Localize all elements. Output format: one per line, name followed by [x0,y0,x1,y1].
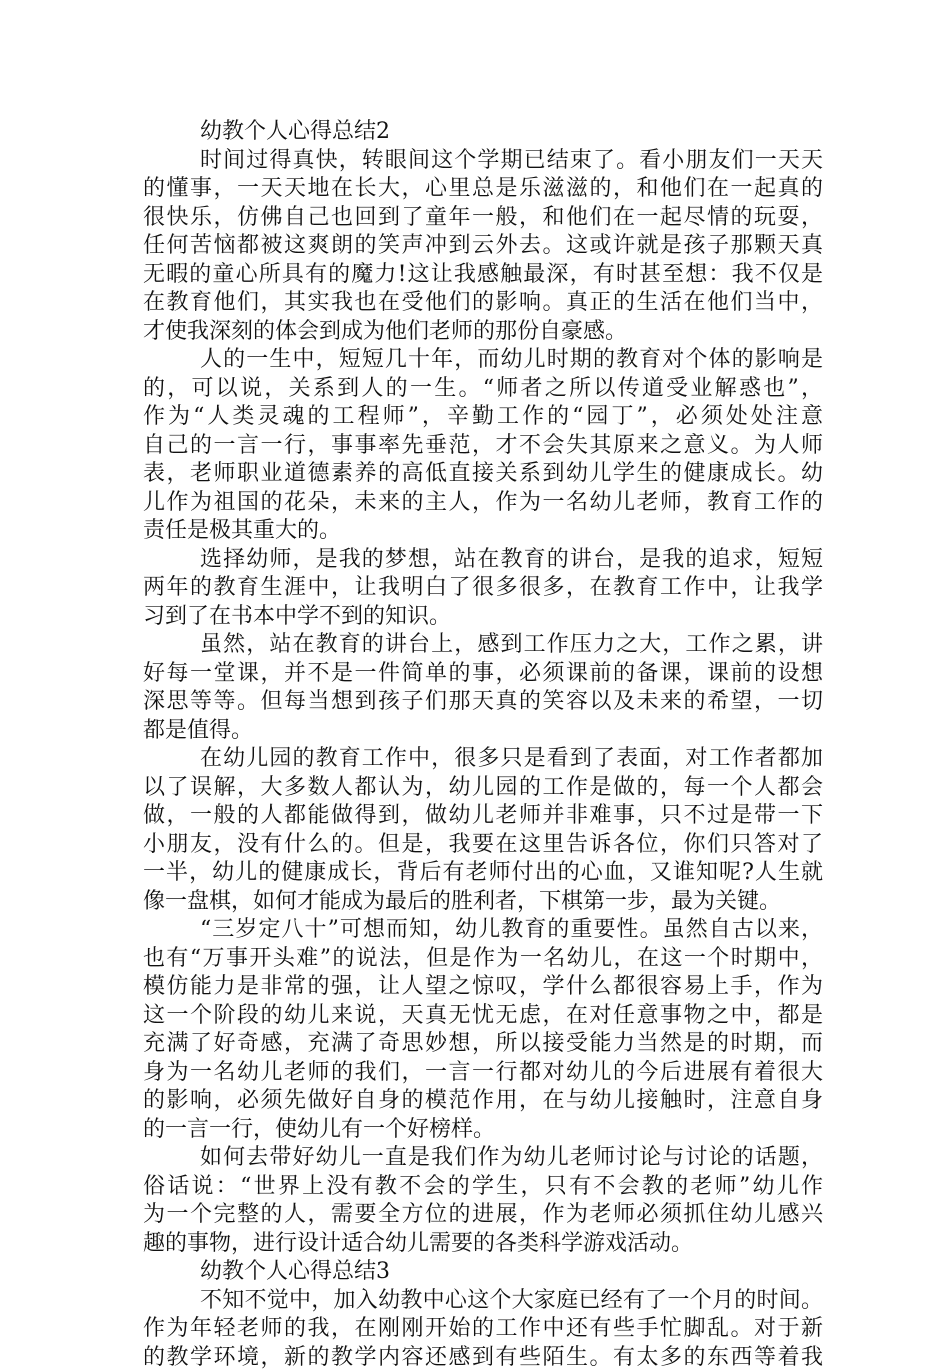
paragraph-line: 好每一堂课，并不是一件简单的事，必须课前的备课，课前的设想 [143,660,823,689]
paragraph-line: 小朋友，没有什么的。但是，我要在这里告诉各位，你们只答对了 [143,831,823,860]
paragraph-line: 作为年轻老师的我，在刚刚开始的工作中还有些手忙脚乱。对于新 [143,1315,823,1344]
paragraph-line: 做，一般的人都能做得到，做幼儿老师并非难事，只不过是带一下 [143,802,823,831]
paragraph-line: 身为一名幼儿老师的我们，一言一行都对幼儿的今后进展有着很大 [143,1059,823,1088]
paragraph-line: 两年的教育生涯中，让我明白了很多很多，在教育工作中，让我学 [143,574,823,603]
paragraph-line: 的一言一行，使幼儿有一个好榜样。 [143,1116,823,1145]
paragraph-line: 如何去带好幼儿一直是我们作为幼儿老师讨论与讨论的话题， [143,1144,823,1173]
paragraph-line: 在教育他们，其实我也在受他们的影响。真正的生活在他们当中， [143,289,823,318]
paragraph-line: 人的一生中，短短几十年，而幼儿时期的教育对个体的影响是 [143,346,823,375]
paragraph-line: 为一个完整的人，需要全方位的进展，作为老师必须抓住幼儿感兴 [143,1201,823,1230]
paragraph-line: 的，可以说，关系到人的一生。“师者之所以传道受业解惑也”， [143,375,823,404]
paragraph-line: 表，老师职业道德素养的高低直接关系到幼儿学生的健康成长。幼 [143,460,823,489]
paragraph-line: 作为“人类灵魂的工程师”，辛勤工作的“园丁”，必须处处注意 [143,403,823,432]
section-heading: 幼教个人心得总结2 [143,118,823,147]
document-page [143,118,823,1372]
paragraph-line: 也有“万事开头难”的说法，但是作为一名幼儿，在这一个时期中， [143,945,823,974]
paragraph-line: 选择幼师，是我的梦想，站在教育的讲台，是我的追求，短短 [143,546,823,575]
paragraph-line: 都是值得。 [143,717,823,746]
paragraph-line: 趣的事物，进行设计适合幼儿需要的各类科学游戏活动。 [143,1230,823,1259]
paragraph-line: 任何苦恼都被这爽朗的笑声冲到云外去。这或许就是孩子那颗天真 [143,232,823,261]
paragraph-line: 很快乐，仿佛自己也回到了童年一般，和他们在一起尽情的玩耍， [143,204,823,233]
paragraph-line: 责任是极其重大的。 [143,517,823,546]
paragraph-line: 以了误解，大多数人都认为，幼儿园的工作是做的，每一个人都会 [143,774,823,803]
paragraph-line: 在幼儿园的教育工作中，很多只是看到了表面，对工作者都加 [143,745,823,774]
paragraph-line: 深思等等。但每当想到孩子们那天真的笑容以及未来的希望，一切 [143,688,823,717]
paragraph-line: 一半，幼儿的健康成长，背后有老师付出的心血，又谁知呢?人生就 [143,859,823,888]
paragraph-line: 的影响，必须先做好自身的模范作用，在与幼儿接触时，注意自身 [143,1087,823,1116]
paragraph-line: 模仿能力是非常的强，让人望之惊叹，学什么都很容易上手，作为 [143,973,823,1002]
paragraph-line: 充满了好奇感，充满了奇思妙想，所以接受能力当然是的时期，而 [143,1030,823,1059]
paragraph-line: 俗话说：“世界上没有教不会的学生，只有不会教的老师”幼儿作 [143,1173,823,1202]
paragraph-line: 才使我深刻的体会到成为他们老师的那份自豪感。 [143,318,823,347]
paragraph-line: 的懂事，一天天地在长大，心里总是乐滋滋的，和他们在一起真的 [143,175,823,204]
paragraph-line: 虽然，站在教育的讲台上，感到工作压力之大，工作之累，讲 [143,631,823,660]
paragraph-line: 的教学环境，新的教学内容还感到有些陌生。有太多的东西等着我 [143,1344,823,1372]
section-heading: 幼教个人心得总结3 [143,1258,823,1287]
paragraph-line: “三岁定八十”可想而知，幼儿教育的重要性。虽然自古以来， [143,916,823,945]
paragraph-line: 时间过得真快，转眼间这个学期已结束了。看小朋友们一天天 [143,147,823,176]
paragraph-line: 这一个阶段的幼儿来说，天真无忧无虑，在对任意事物之中，都是 [143,1002,823,1031]
paragraph-line: 不知不觉中，加入幼教中心这个大家庭已经有了一个月的时间。 [143,1287,823,1316]
paragraph-line: 无暇的童心所具有的魔力!这让我感触最深，有时甚至想：我不仅是 [143,261,823,290]
paragraph-line: 习到了在书本中学不到的知识。 [143,603,823,632]
paragraph-line: 像一盘棋，如何才能成为最后的胜利者，下棋第一步，最为关键。 [143,888,823,917]
paragraph-line: 儿作为祖国的花朵，未来的主人，作为一名幼儿老师，教育工作的 [143,489,823,518]
paragraph-line: 自己的一言一行，事事率先垂范，才不会失其原来之意义。为人师 [143,432,823,461]
